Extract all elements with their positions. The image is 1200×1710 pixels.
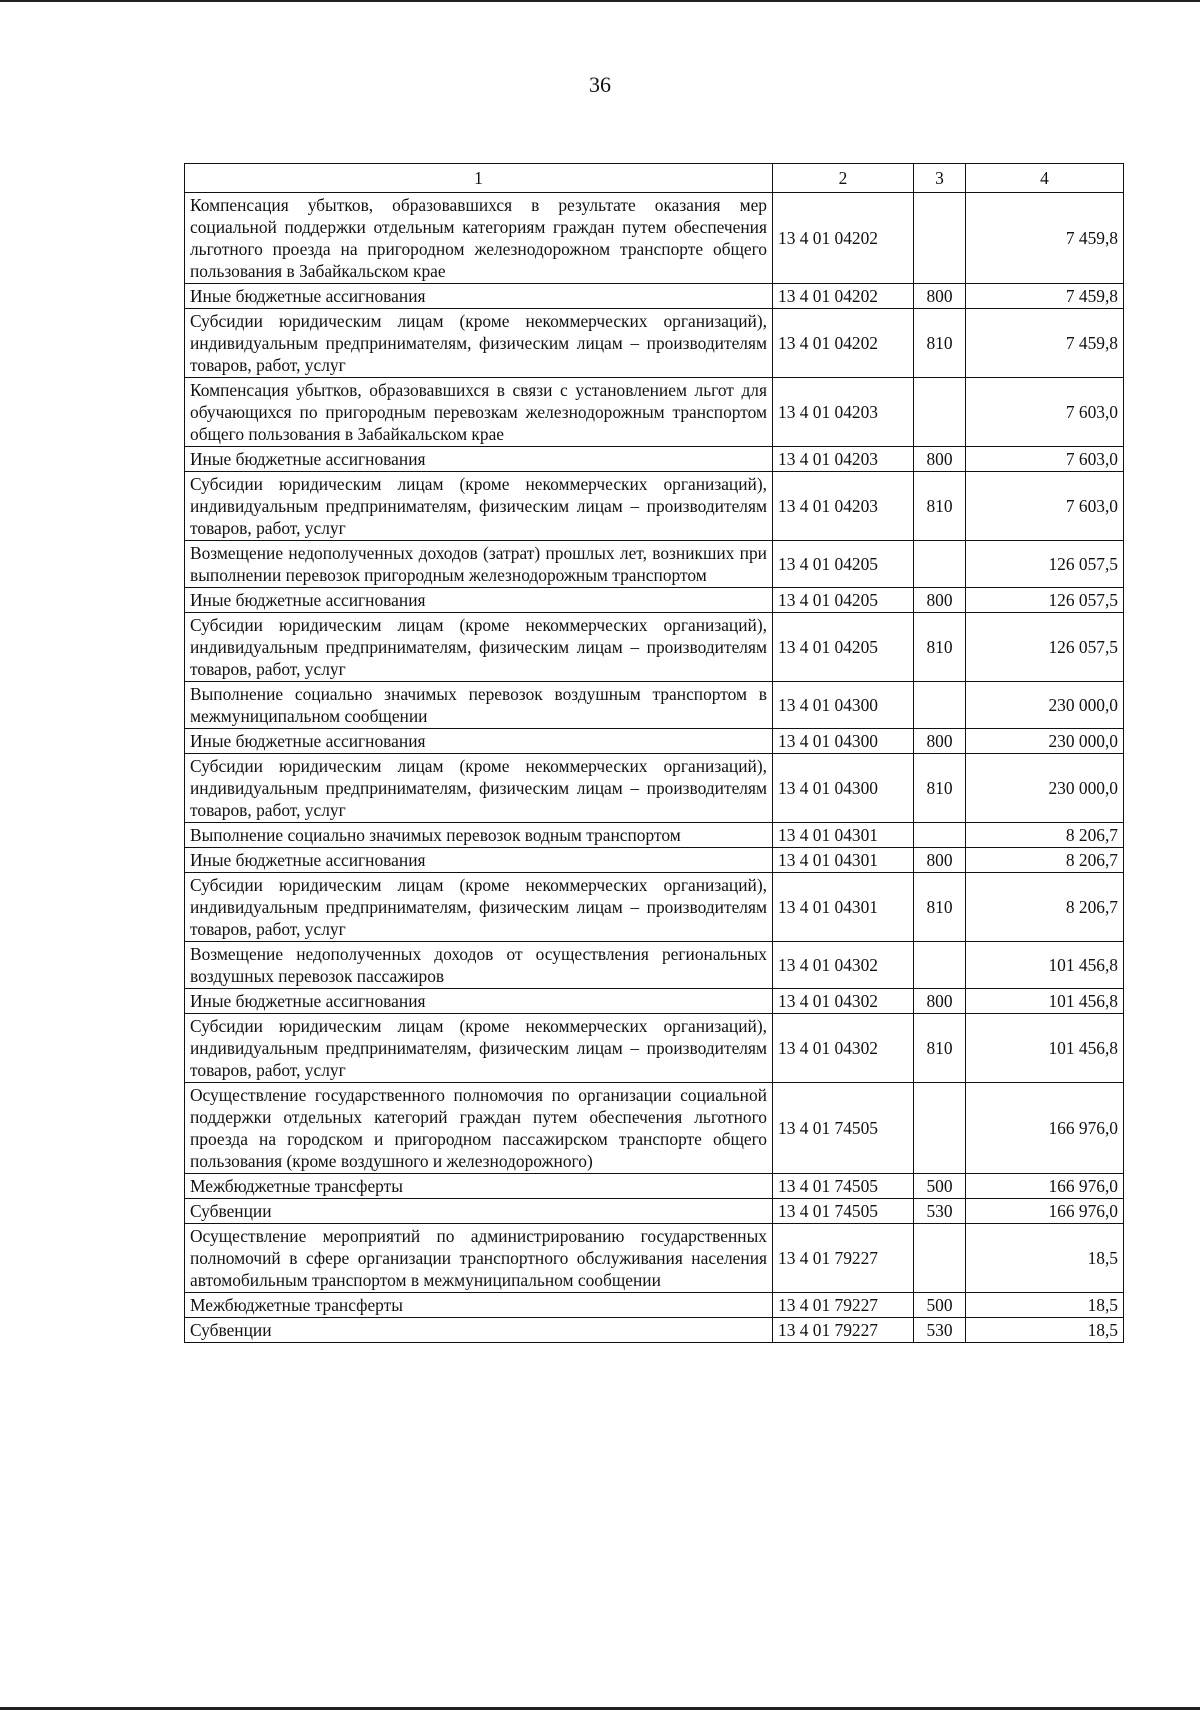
row-expense-type: 800 xyxy=(914,447,966,472)
row-amount: 101 456,8 xyxy=(966,1014,1124,1083)
row-code: 13 4 01 04202 xyxy=(773,284,914,309)
row-description: Субсидии юридическим лицам (кроме некоммерческих организаций), индивидуальным предпринимателям, физическим лицам – производителям товаров, работ, услуг xyxy=(185,873,773,942)
row-code: 13 4 01 04300 xyxy=(773,754,914,823)
row-expense-type: 810 xyxy=(914,1014,966,1083)
row-description: Субсидии юридическим лицам (кроме некоммерческих организаций), индивидуальным предпринимателям, физическим лицам – производителям товаров, работ, услуг xyxy=(185,472,773,541)
row-code: 13 4 01 04302 xyxy=(773,989,914,1014)
column-header-3: 3 xyxy=(914,164,966,193)
table-row xyxy=(185,613,1124,682)
row-amount: 18,5 xyxy=(966,1318,1124,1343)
row-amount: 18,5 xyxy=(966,1293,1124,1318)
row-description: Субсидии юридическим лицам (кроме некоммерческих организаций), индивидуальным предпринимателям, физическим лицам – производителям товаров, работ, услуг xyxy=(185,1014,773,1083)
row-expense-type: 810 xyxy=(914,613,966,682)
row-expense-type: 800 xyxy=(914,284,966,309)
row-expense-type: 800 xyxy=(914,989,966,1014)
row-amount: 230 000,0 xyxy=(966,729,1124,754)
table-row xyxy=(185,729,1124,754)
row-amount: 7 459,8 xyxy=(966,193,1124,284)
row-amount: 166 976,0 xyxy=(966,1083,1124,1174)
table-row xyxy=(185,682,1124,729)
table-row xyxy=(185,1014,1124,1083)
row-amount: 7 603,0 xyxy=(966,378,1124,447)
row-amount: 101 456,8 xyxy=(966,989,1124,1014)
table-row xyxy=(185,1318,1124,1343)
row-description: Иные бюджетные ассигнования xyxy=(185,284,773,309)
table-row xyxy=(185,1224,1124,1293)
row-description: Компенсация убытков, образовавшихся в связи с установлением льгот для обучающихся по пригородным перевозкам железнодорожным транспортом общего пользования в Забайкальском крае xyxy=(185,378,773,447)
row-code: 13 4 01 04300 xyxy=(773,729,914,754)
row-description: Иные бюджетные ассигнования xyxy=(185,989,773,1014)
table-row xyxy=(185,989,1124,1014)
row-code: 13 4 01 04202 xyxy=(773,309,914,378)
table-row xyxy=(185,754,1124,823)
row-amount: 8 206,7 xyxy=(966,848,1124,873)
row-expense-type xyxy=(914,541,966,588)
row-amount: 7 603,0 xyxy=(966,472,1124,541)
row-description: Возмещение недополученных доходов (затрат) прошлых лет, возникших при выполнении перевозок пригородным железнодорожным транспортом xyxy=(185,541,773,588)
header-row xyxy=(185,164,1124,193)
row-expense-type xyxy=(914,942,966,989)
row-amount: 126 057,5 xyxy=(966,613,1124,682)
row-code: 13 4 01 04203 xyxy=(773,447,914,472)
table-row xyxy=(185,823,1124,848)
table-row xyxy=(185,541,1124,588)
row-code: 13 4 01 04302 xyxy=(773,942,914,989)
row-code: 13 4 01 04205 xyxy=(773,541,914,588)
row-expense-type: 810 xyxy=(914,754,966,823)
row-amount: 166 976,0 xyxy=(966,1174,1124,1199)
row-description: Осуществление мероприятий по администрированию государственных полномочий в сфере организации транспортного обслуживания населения автомобильным транспортом в межмуниципальном сообщении xyxy=(185,1224,773,1293)
table-row xyxy=(185,447,1124,472)
row-description: Межбюджетные трансферты xyxy=(185,1293,773,1318)
row-description: Компенсация убытков, образовавшихся в результате оказания мер социальной поддержки отдельным категориям граждан путем обеспечения льготного проезда на пригородном железнодорожном транспорте общего пользования в Забайкальском крае xyxy=(185,193,773,284)
row-code: 13 4 01 04202 xyxy=(773,193,914,284)
row-code: 13 4 01 04300 xyxy=(773,682,914,729)
table-row xyxy=(185,1174,1124,1199)
row-code: 13 4 01 79227 xyxy=(773,1318,914,1343)
row-description: Субсидии юридическим лицам (кроме некоммерческих организаций), индивидуальным предпринимателям, физическим лицам – производителям товаров, работ, услуг xyxy=(185,309,773,378)
row-expense-type xyxy=(914,823,966,848)
row-description: Межбюджетные трансферты xyxy=(185,1174,773,1199)
row-amount: 7 603,0 xyxy=(966,447,1124,472)
row-amount: 126 057,5 xyxy=(966,541,1124,588)
row-expense-type: 800 xyxy=(914,848,966,873)
row-description: Субвенции xyxy=(185,1318,773,1343)
row-description: Субсидии юридическим лицам (кроме некоммерческих организаций), индивидуальным предпринимателям, физическим лицам – производителям товаров, работ, услуг xyxy=(185,613,773,682)
row-expense-type xyxy=(914,1224,966,1293)
row-description: Осуществление государственного полномочия по организации социальной поддержки отдельных категорий граждан путем обеспечения льготного проезда на городском и пригородном пассажирском транспорте общего пользования (кроме воздушного и железнодорожного) xyxy=(185,1083,773,1174)
row-amount: 230 000,0 xyxy=(966,754,1124,823)
row-description: Иные бюджетные ассигнования xyxy=(185,729,773,754)
row-expense-type: 530 xyxy=(914,1318,966,1343)
row-expense-type xyxy=(914,682,966,729)
row-description: Иные бюджетные ассигнования xyxy=(185,447,773,472)
table-row xyxy=(185,284,1124,309)
row-amount: 8 206,7 xyxy=(966,823,1124,848)
row-amount: 101 456,8 xyxy=(966,942,1124,989)
table-row xyxy=(185,1083,1124,1174)
table-row xyxy=(185,193,1124,284)
table-row xyxy=(185,1199,1124,1224)
row-expense-type: 500 xyxy=(914,1174,966,1199)
table-row xyxy=(185,1293,1124,1318)
row-expense-type xyxy=(914,378,966,447)
page-number: 36 xyxy=(589,72,611,97)
table-row xyxy=(185,309,1124,378)
row-code: 13 4 01 79227 xyxy=(773,1293,914,1318)
row-code: 13 4 01 79227 xyxy=(773,1224,914,1293)
row-code: 13 4 01 74505 xyxy=(773,1199,914,1224)
budget-table xyxy=(184,163,1124,1343)
row-expense-type: 810 xyxy=(914,472,966,541)
row-amount: 230 000,0 xyxy=(966,682,1124,729)
row-description: Выполнение социально значимых перевозок водным транспортом xyxy=(185,823,773,848)
row-amount: 18,5 xyxy=(966,1224,1124,1293)
row-amount: 7 459,8 xyxy=(966,284,1124,309)
table-body xyxy=(185,193,1124,1343)
row-expense-type xyxy=(914,1083,966,1174)
table-row xyxy=(185,472,1124,541)
row-code: 13 4 01 04203 xyxy=(773,378,914,447)
column-header-1: 1 xyxy=(185,164,773,193)
row-code: 13 4 01 04301 xyxy=(773,848,914,873)
row-amount: 126 057,5 xyxy=(966,588,1124,613)
row-code: 13 4 01 74505 xyxy=(773,1174,914,1199)
row-description: Возмещение недополученных доходов от осуществления региональных воздушных перевозок пассажиров xyxy=(185,942,773,989)
table-row xyxy=(185,942,1124,989)
row-expense-type: 530 xyxy=(914,1199,966,1224)
table-row xyxy=(185,378,1124,447)
row-expense-type xyxy=(914,193,966,284)
row-expense-type: 800 xyxy=(914,729,966,754)
column-header-2: 2 xyxy=(773,164,914,193)
row-description: Субвенции xyxy=(185,1199,773,1224)
row-code: 13 4 01 04301 xyxy=(773,873,914,942)
row-expense-type: 810 xyxy=(914,309,966,378)
row-amount: 7 459,8 xyxy=(966,309,1124,378)
row-code: 13 4 01 04301 xyxy=(773,823,914,848)
row-code: 13 4 01 04205 xyxy=(773,613,914,682)
row-expense-type: 810 xyxy=(914,873,966,942)
column-header-4: 4 xyxy=(966,164,1124,193)
table-row xyxy=(185,873,1124,942)
row-description: Выполнение социально значимых перевозок воздушным транспортом в межмуниципальном сообщении xyxy=(185,682,773,729)
row-amount: 8 206,7 xyxy=(966,873,1124,942)
row-amount: 166 976,0 xyxy=(966,1199,1124,1224)
row-description: Субсидии юридическим лицам (кроме некоммерческих организаций), индивидуальным предпринимателям, физическим лицам – производителям товаров, работ, услуг xyxy=(185,754,773,823)
table-row xyxy=(185,588,1124,613)
row-code: 13 4 01 74505 xyxy=(773,1083,914,1174)
row-expense-type: 500 xyxy=(914,1293,966,1318)
row-description: Иные бюджетные ассигнования xyxy=(185,848,773,873)
row-code: 13 4 01 04203 xyxy=(773,472,914,541)
row-description: Иные бюджетные ассигнования xyxy=(185,588,773,613)
row-code: 13 4 01 04205 xyxy=(773,588,914,613)
row-expense-type: 800 xyxy=(914,588,966,613)
row-code: 13 4 01 04302 xyxy=(773,1014,914,1083)
scan-edge-top xyxy=(0,0,1200,2)
table-row xyxy=(185,848,1124,873)
